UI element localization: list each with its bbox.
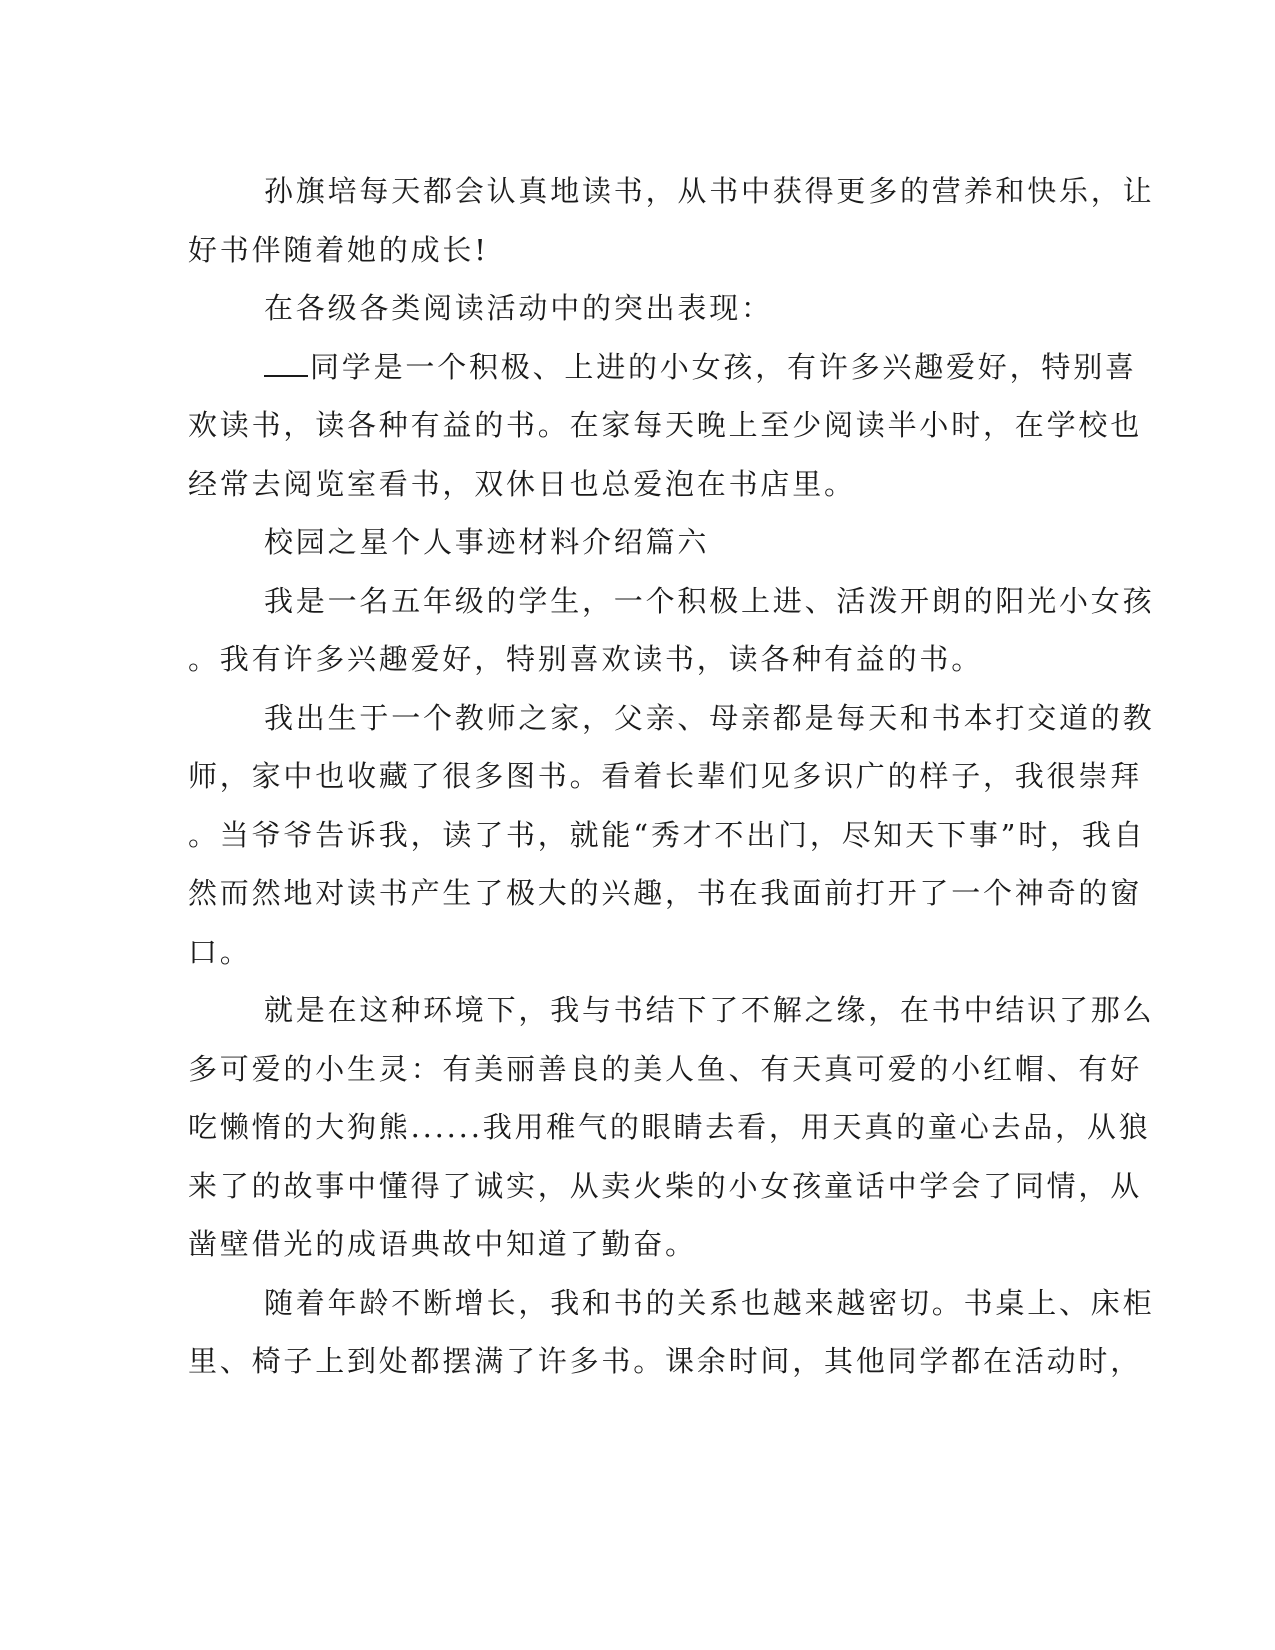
text-line: 随着年龄不断增长，我和书的关系也越来越密切。书桌上、床柜: [264, 1285, 1155, 1320]
text-line: 来了的故事中懂得了诚实，从卖火柴的小女孩童话中学会了同情，从: [188, 1168, 1143, 1203]
text-line: 吃懒惰的大狗熊......我用稚气的眼睛去看，用天真的童心去品，从狼: [188, 1110, 1151, 1144]
paragraph: [188, 338, 1143, 514]
text-line: 欢读书，读各种有益的书。在家每天晚上至少阅读半小时，在学校也: [188, 408, 1143, 442]
text-line: 。我有许多兴趣爱好，特别喜欢读书，读各种有益的书。: [188, 642, 984, 676]
text-line: 我出生于一个教师之家，父亲、母亲都是每天和书本打交道的教: [264, 700, 1155, 735]
text-line-content: 同学是一个积极、上进的小女孩，有许多兴趣爱好，特别喜: [310, 349, 1137, 384]
text-line: 然而然地对读书产生了极大的兴趣，书在我面前打开了一个神奇的窗: [188, 876, 1143, 910]
document-body: [188, 162, 1155, 1391]
text-line: 师，家中也收藏了很多图书。看着长辈们见多识广的样子，我很崇拜: [188, 759, 1143, 793]
text-line: 在各级各类阅读活动中的突出表现：: [264, 291, 773, 325]
paragraph: [188, 981, 1155, 1274]
paragraph: [188, 572, 1155, 689]
text-line: 就是在这种环境下，我与书结下了不解之缘，在书中结识了那么: [264, 993, 1155, 1027]
text-line: 口。: [188, 934, 252, 969]
text-line: 。当爷爷告诉我，读了书，就能“秀才不出门，尽知天下事”时，我自: [188, 817, 1146, 852]
text-line: [188, 338, 1137, 397]
paragraph: [188, 162, 1155, 279]
text-line: 多可爱的小生灵：有美丽善良的美人鱼、有天真可爱的小红帽、有好: [188, 1051, 1143, 1086]
paragraph: [188, 1274, 1155, 1391]
text-line: 凿壁借光的成语典故中知道了勤奋。: [188, 1227, 697, 1261]
paragraph: [188, 279, 1073, 338]
paragraph: [188, 689, 1155, 982]
text-line: 经常去阅览室看书，双休日也总爱泡在书店里。: [188, 466, 856, 501]
text-line: 我是一名五年级的学生，一个积极上进、活泼开朗的阳光小女孩: [264, 583, 1155, 618]
heading-text: 校园之星个人事迹材料介绍篇六: [264, 525, 710, 559]
fill-in-blank: [264, 349, 308, 377]
text-line: 里、椅子上到处都摆满了许多书。课余时间，其他同学都在活动时，: [188, 1344, 1143, 1378]
text-line: 孙旗培每天都会认真地读书，从书中获得更多的营养和快乐，让: [264, 174, 1155, 208]
section-heading: [188, 513, 1073, 572]
text-line: 好书伴随着她的成长!: [188, 232, 489, 267]
